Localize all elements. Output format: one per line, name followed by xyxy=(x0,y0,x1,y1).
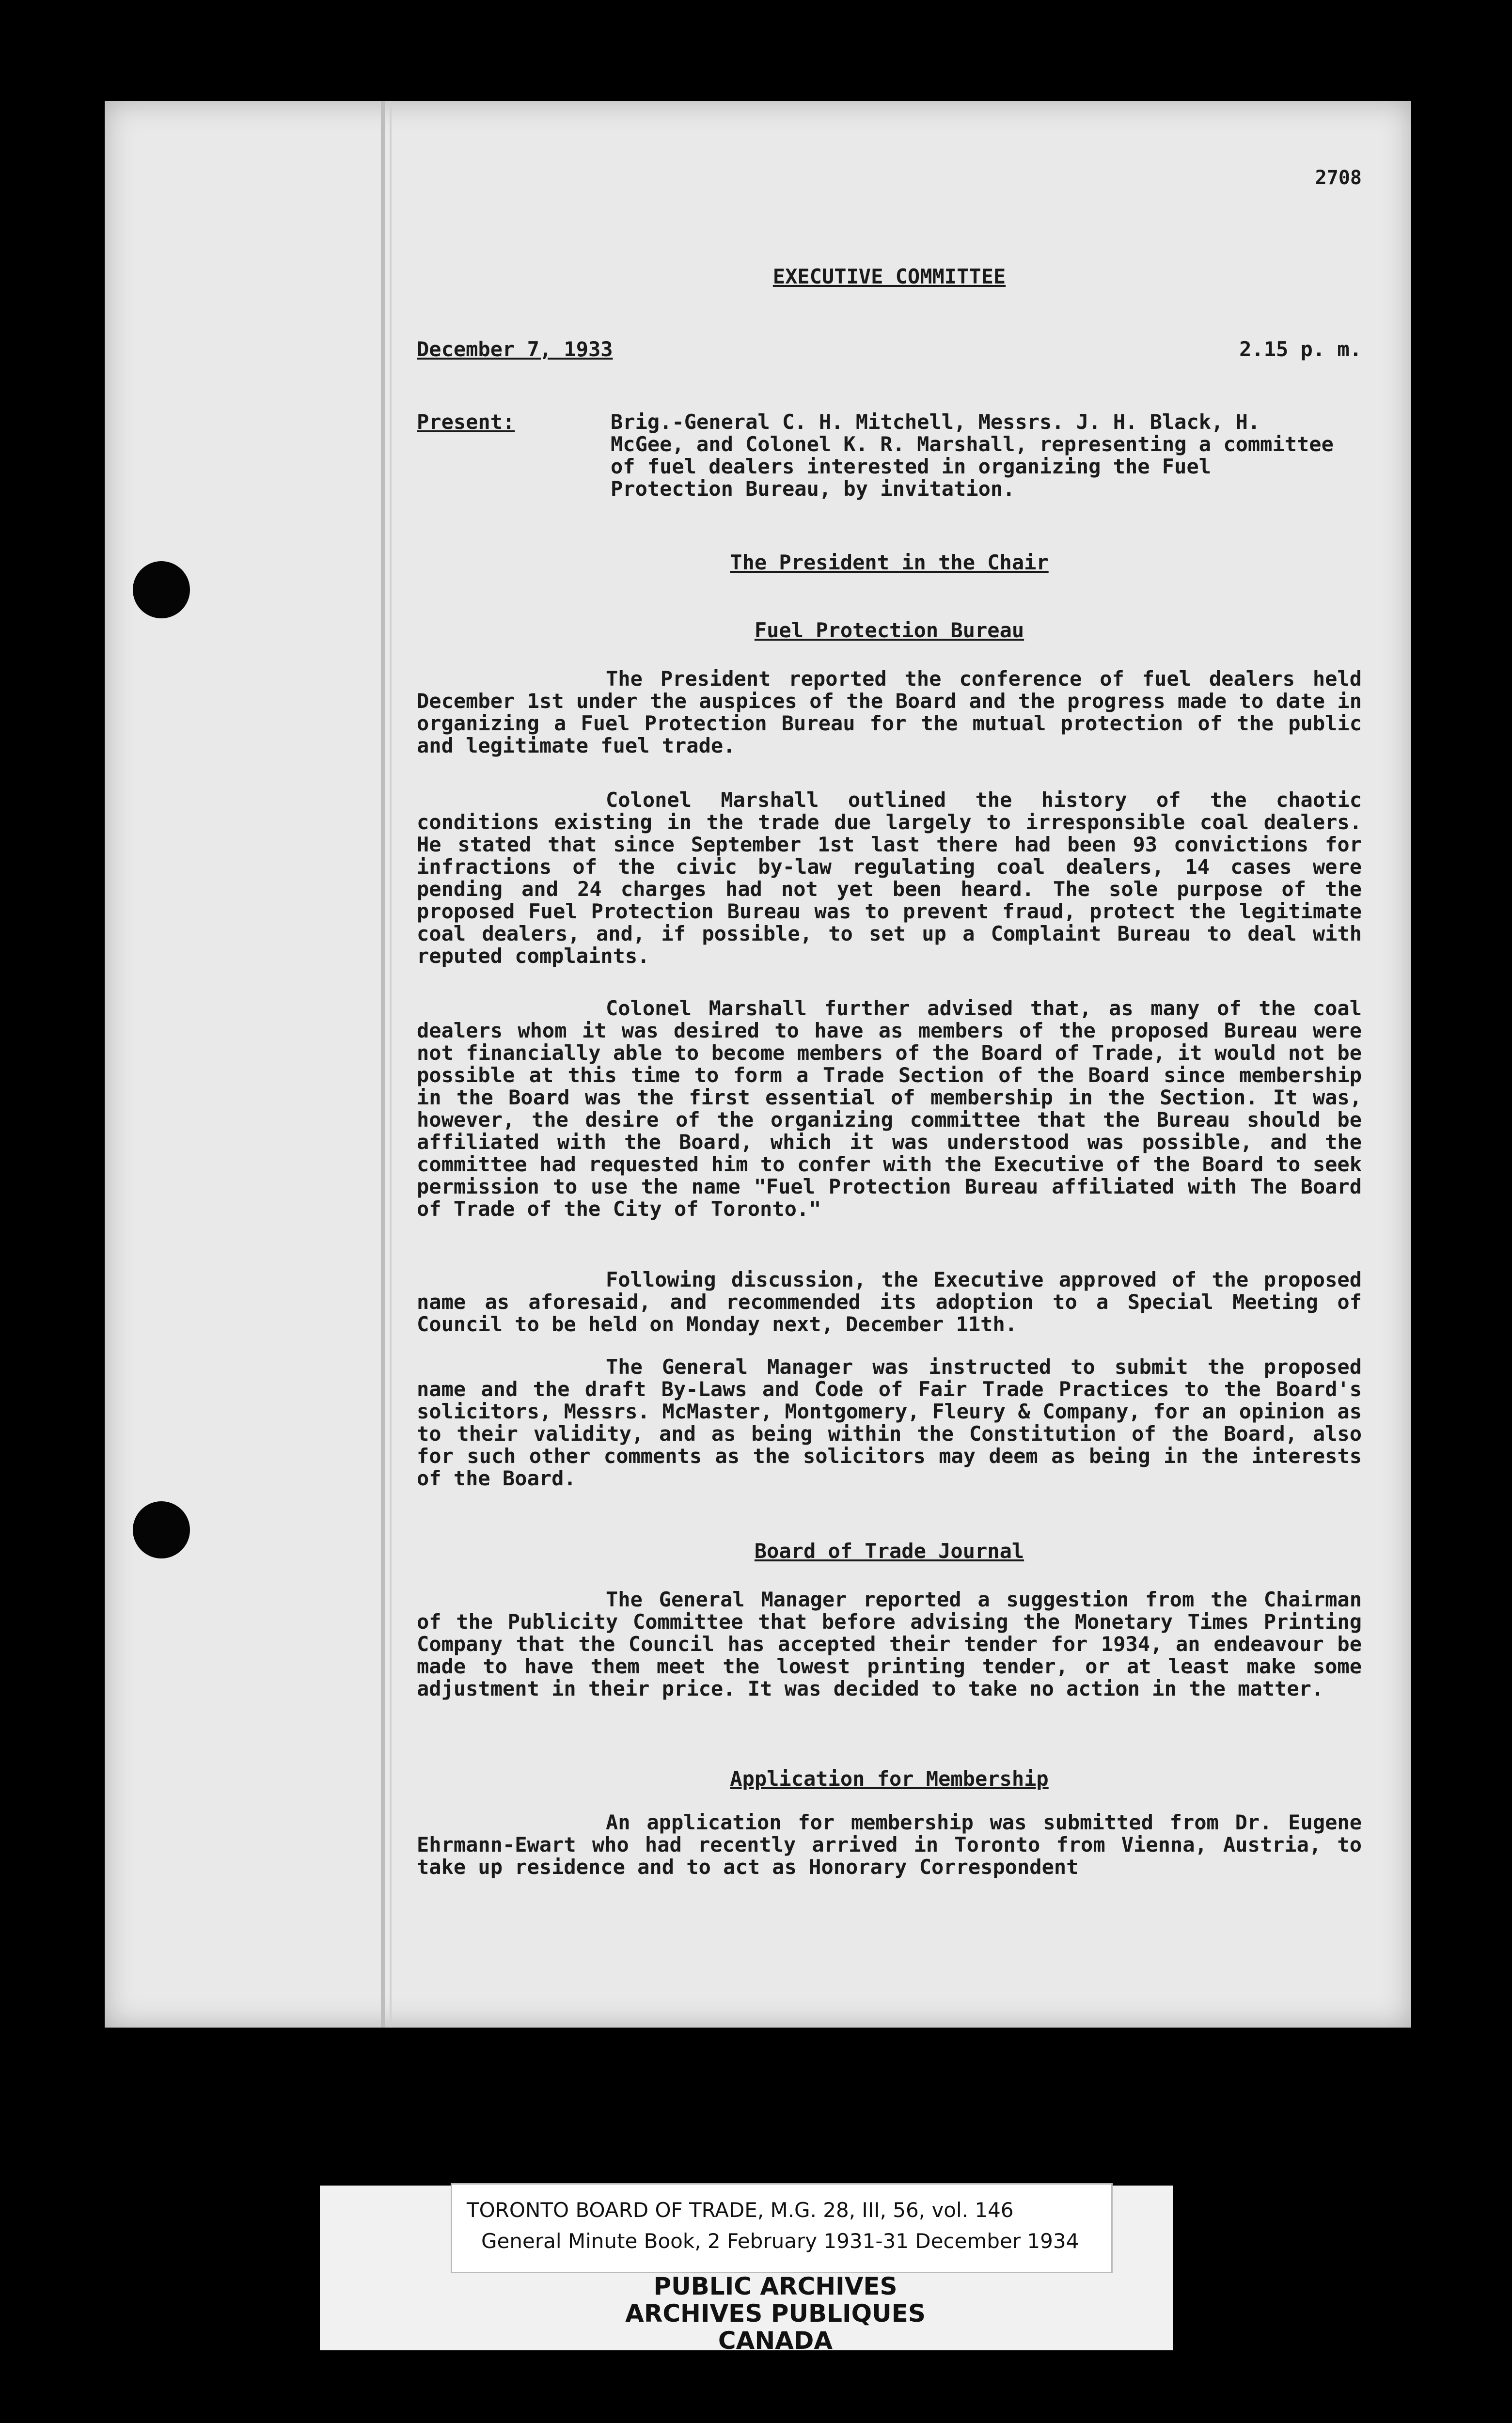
journal-heading: Board of Trade Journal xyxy=(754,1539,1024,1563)
fuel-paragraph-2: Colonel Marshall outlined the history of the chaotic conditions existing in the trade due largely to irresponsible coal dealers. He stated that since September 1st last there had been 93 convictions for infractions of the civic by-law regulating coal dealers, 14 cases were pending and 24 charges had not yet been heard. The sole purpose of the proposed Fuel Protection Bureau was to prevent fraud, protect the legitimate coal dealers, and, if possible, to set up a Complaint Bureau to deal with reputed complaints. xyxy=(417,788,1362,968)
membership-paragraph: An application for membership was submitted from Dr. Eugene Ehrmann-Ewart who had recently arrived in Toronto from Vienna, Austria, to take up residence and to act as Honorary Correspondent xyxy=(417,1810,1362,1879)
archive-stamp-line-2: ARCHIVES PUBLIQUES xyxy=(625,2299,926,2328)
document-page xyxy=(105,101,1411,2028)
archive-stamp-line-3: CANADA xyxy=(718,2327,833,2355)
punch-hole-bottom xyxy=(133,1501,190,1558)
archive-reference-label xyxy=(451,2183,1113,2273)
archive-stamp xyxy=(582,2273,969,2354)
fuel-paragraph-1: The President reported the conference of fuel dealers held December 1st under the auspices of the Board and the progress made to date in organizing a Fuel Protection Bureau for the mutual protection of the public and legitimate fuel trade. xyxy=(417,667,1362,757)
chair-heading: The President in the Chair xyxy=(730,551,1049,574)
fuel-bureau-heading: Fuel Protection Bureau xyxy=(754,618,1024,642)
journal-paragraph: The General Manager reported a suggestion from the Chairman of the Publicity Committee that before advising the Monetary Times Printing Company that the Council has accepted their tender for 1934, an endeavour be made to have them meet the lowest printing tender, or at least make some adjustment in their price. It was decided to take no action in the matter. xyxy=(417,1588,1362,1700)
page-title: EXECUTIVE COMMITTEE xyxy=(772,265,1006,288)
meeting-time: 2.15 p. m. xyxy=(1239,337,1362,361)
archive-reference-line-2: General Minute Book, 2 February 1931-31 December 1934 xyxy=(481,2229,1079,2253)
archive-reference-line-1: TORONTO BOARD OF TRADE, M.G. 28, III, 56, vol. 146 xyxy=(467,2198,1014,2222)
present-text: Brig.-General C. H. Mitchell, Messrs. J. H. Black, H. McGee, and Colonel K. R. Marshall, representing a committee of fuel dealers interested in organizing the Fuel Protection Bureau, by invitation. xyxy=(611,410,1334,501)
fuel-paragraph-5: The General Manager was instructed to submit the proposed name and the draft By-Laws and Code of Fair Trade Practices to the Board's solicitors, Messrs. McMaster, Montgomery, Fleury & Company, for an opinion as to their validity, and as being within the Constitution of the Board, also for such other comments as the solicitors may deem as being in the interests of the Board. xyxy=(417,1355,1362,1490)
punch-hole-top xyxy=(133,561,190,618)
membership-heading: Application for Membership xyxy=(730,1767,1049,1791)
present-label: Present: xyxy=(417,410,515,434)
fuel-paragraph-3: Colonel Marshall further advised that, as many of the coal dealers whom it was desired to have as members of the proposed Bureau were not financially able to become members of the Board of Trade, it would not be possible at this time to form a Trade Section of the Board since membership in the Board was the first essential of membership in the Section. It was, however, the desire of the organizing committee that the Bureau should be affiliated with the Board, which it was understood was possible, and the committee had requested him to confer with the Executive of the Board to seek permission to use the name "Fuel Protection Bureau affiliated with The Board of Trade of the City of Toronto." xyxy=(417,996,1362,1221)
margin-rule xyxy=(381,101,385,2028)
margin-rule-secondary xyxy=(390,101,392,2028)
fuel-paragraph-4: Following discussion, the Executive approved of the proposed name as aforesaid, and recommended its adoption to a Special Meeting of Council to be held on Monday next, December 11th. xyxy=(417,1268,1362,1336)
archive-stamp-line-1: PUBLIC ARCHIVES xyxy=(653,2272,898,2300)
page-number: 2708 xyxy=(1315,167,1362,189)
meeting-date: December 7, 1933 xyxy=(417,337,613,361)
